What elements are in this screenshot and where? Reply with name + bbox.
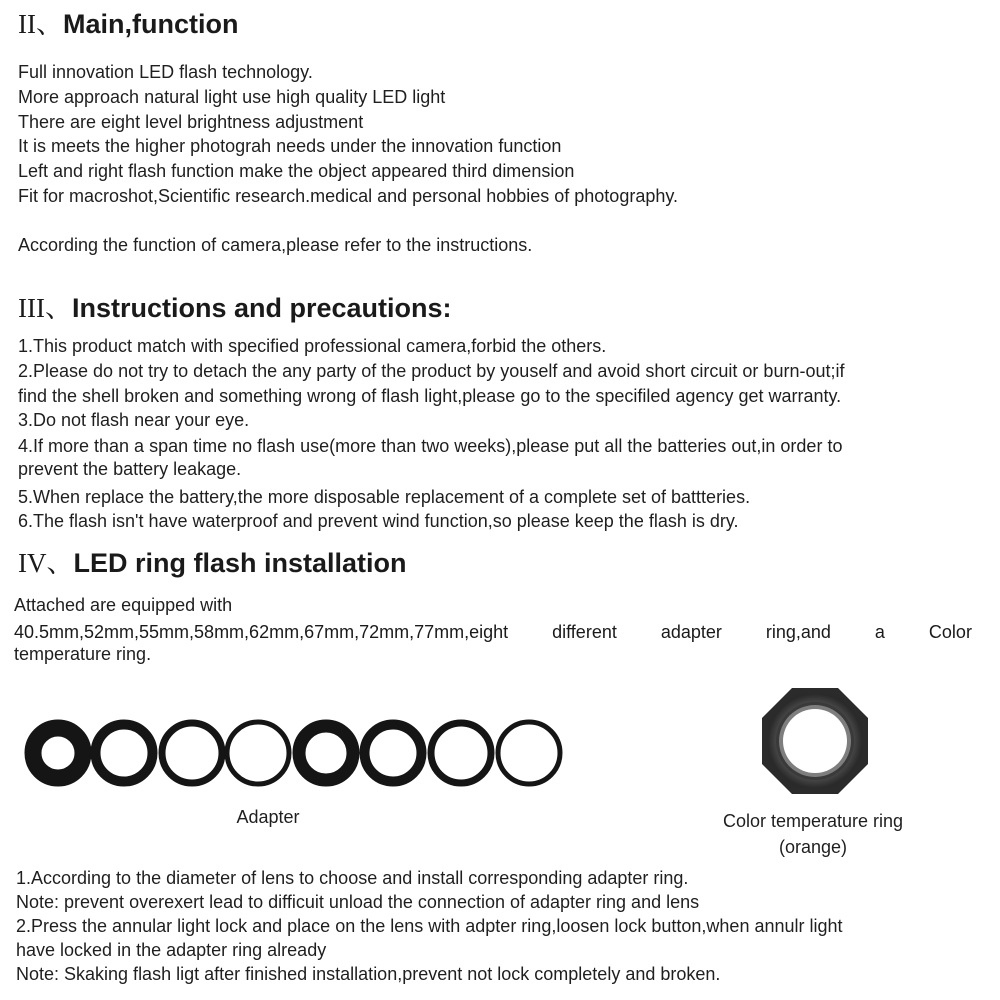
- main-function-note: According the function of camera,please refer to the instructions.: [18, 235, 533, 255]
- installation-step-line: Note: prevent overexert lead to difficuit unload the connection of adapter ring and lens: [16, 892, 700, 912]
- main-function-line: Full innovation LED flash technology.: [18, 62, 313, 82]
- main-function-line: More approach natural light use high quality LED light: [18, 87, 446, 107]
- main-function-line: Left and right flash function make the object appeared third dimension: [18, 161, 575, 181]
- precaution-line: 3.Do not flash near your eye.: [18, 410, 250, 430]
- adapter-ring-icon: [299, 726, 353, 780]
- intro-word: different: [552, 622, 617, 642]
- section-3-heading: [18, 292, 452, 324]
- section-3-number: III、: [18, 293, 72, 323]
- section-4-heading: [18, 547, 407, 579]
- intro-word: adapter: [660, 622, 722, 642]
- adapter-ring-icon: [96, 725, 153, 782]
- adapter-ring-icon: [498, 722, 560, 784]
- installation-intro-justified-line: [14, 620, 972, 644]
- intro-word: a: [874, 622, 885, 642]
- section-3-title: Instructions and precautions:: [71, 293, 452, 323]
- main-function-line: Fit for macroshot,Scientific research.medical and personal hobbies of photography.: [18, 186, 679, 206]
- precaution-line: 4.If more than a span time no flash use(more than two weeks),please put all the batteries out,in order to: [18, 436, 843, 456]
- precaution-line: 2.Please do not try to detach the any party of the product by youself and avoid short circuit or burn-out;if: [18, 361, 845, 381]
- installation-step-line: Note: Skaking flash ligt after finished installation,prevent not lock completely and broken.: [16, 964, 721, 984]
- section-4-number: IV、: [18, 548, 74, 578]
- section-2-number: II、: [18, 9, 63, 39]
- installation-step-line: 2.Press the annular light lock and place on the lens with adpter ring,loosen lock button,when annulr light: [16, 916, 843, 936]
- precaution-line: 5.When replace the battery,the more disposable replacement of a complete set of battteries.: [18, 487, 751, 507]
- section-4-title: LED ring flash installation: [73, 548, 407, 578]
- intro-word: 40.5mm,52mm,55mm,58mm,62mm,67mm,72mm,77mm,eight: [14, 622, 509, 642]
- adapter-ring-icon: [431, 723, 491, 783]
- color-temperature-ring-icon: [760, 686, 870, 796]
- installation-step-line: 1.According to the diameter of lens to choose and install corresponding adapter ring.: [16, 868, 689, 888]
- installation-intro-line: Attached are equipped with: [14, 595, 233, 615]
- color-ring-caption: [700, 809, 926, 859]
- section-2-title: Main,function: [62, 9, 239, 39]
- adapter-ring-icon: [365, 725, 422, 782]
- precaution-line: 1.This product match with specified professional camera,forbid the others.: [18, 336, 607, 356]
- adapter-rings-illustration: [24, 715, 564, 791]
- intro-word: Color: [928, 622, 972, 642]
- installation-intro-line: temperature ring.: [14, 644, 152, 664]
- adapter-ring-icon: [227, 722, 289, 784]
- adapter-ring-icon: [162, 723, 222, 783]
- section-2-heading: [18, 8, 238, 40]
- color-ring-caption-line: Color temperature ring: [722, 811, 904, 831]
- precaution-line: 6.The flash isn't have waterproof and prevent wind function,so please keep the flash is dry.: [18, 511, 739, 531]
- intro-word: ring,and: [765, 622, 831, 642]
- adapter-ring-icon: [33, 728, 83, 778]
- adapter-caption: Adapter: [236, 807, 300, 827]
- precaution-line: find the shell broken and something wrong of flash light,please go to the specifiled agency get warranty.: [18, 386, 842, 406]
- main-function-line: It is meets the higher photograh needs under the innovation function: [18, 136, 562, 156]
- main-function-line: There are eight level brightness adjustment: [18, 112, 364, 132]
- color-ring-caption-line: (orange): [778, 837, 848, 857]
- precaution-line: prevent the battery leakage.: [18, 459, 242, 479]
- installation-step-line: have locked in the adapter ring already: [16, 940, 327, 960]
